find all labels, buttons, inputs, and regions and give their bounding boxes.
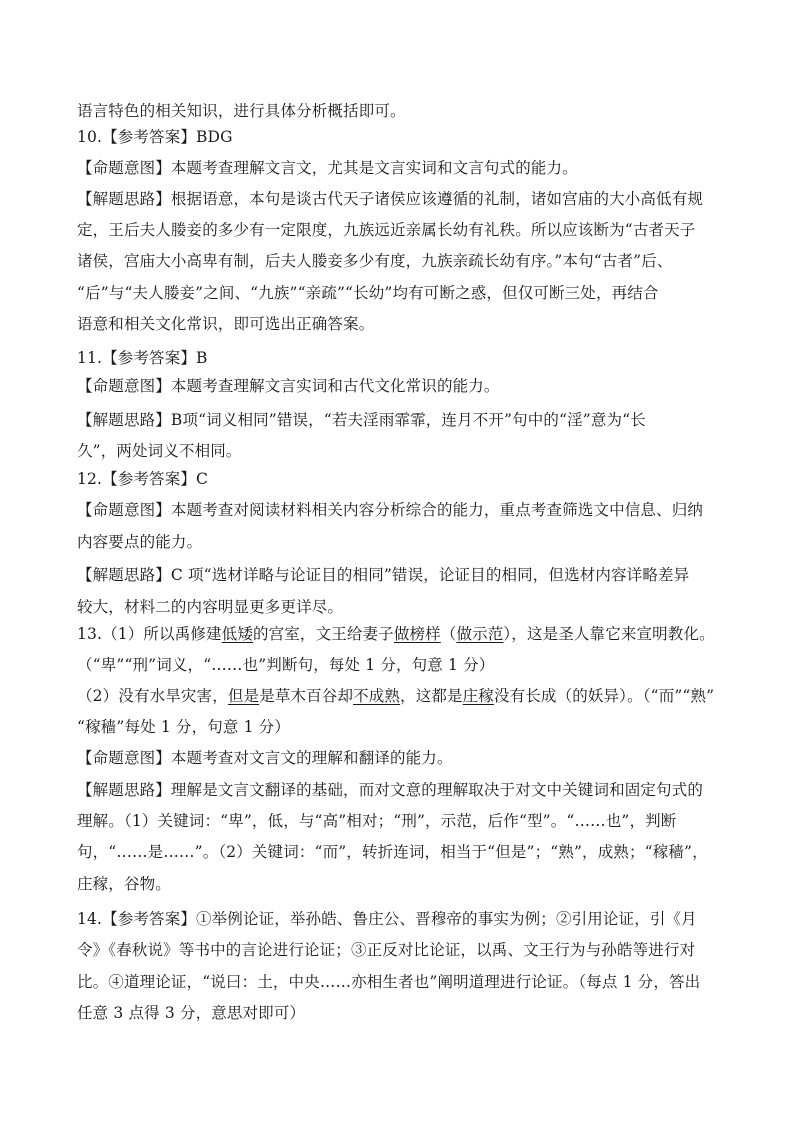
text-line: 语言特色的相关知识，进行具体分析概括即可。: [77, 102, 406, 120]
text-line: 【解题思路】C 项“选材详略与论证目的相同”错误，论证目的相同，但选材内容详略差异: [77, 566, 690, 584]
underlined-keyword: 庄稼: [462, 687, 494, 705]
text-segment: 的宫室，文王给妻子: [252, 625, 394, 643]
text-line: “稼穑”每处 1 分，句意 1 分）: [77, 718, 290, 736]
text-line: “后”与“夫人媵妾”之间、“九族”“亲疏”“长幼”均有可断之惑，但仅可断三处，再结合: [77, 284, 659, 302]
text-line: 理解。（1）关键词：“卑”，低，与“高”相对；“刑”，示范，后作“型”。“……也”，判断: [77, 812, 677, 830]
text-segment: （2）没有水旱灾害，: [77, 687, 228, 705]
text-line: 【解题思路】理解是文言文翻译的基础，而对文意的理解取决于对文中关键词和固定句式的: [77, 781, 704, 799]
text-segment: ），这是圣人靠它来宣明教化。: [503, 625, 715, 643]
text-segment: 13.（1）所以禹修建: [77, 625, 222, 643]
text-line: 较大，材料二的内容明显更多更详尽。: [77, 598, 344, 616]
text-line: 庄稼，谷物。: [77, 875, 171, 893]
text-line: 【命题意图】本题考查理解文言实词和古代文化常识的能力。: [77, 377, 500, 395]
text-line: 诸侯，宫庙大小高卑有制，后夫人媵妾多少有度，九族亲疏长幼有序。”本句“古者”后、: [77, 252, 673, 270]
underlined-keyword: 但是: [227, 687, 260, 705]
text-segment: 是草木百谷却: [259, 687, 354, 705]
text-line: 任意 3 点得 3 分，意思对即可）: [77, 1004, 306, 1022]
text-line: 令》《春秋说》等书中的言论进行论证；③正反对比论证，以禹、文王行为与孙皓等进行对: [77, 941, 696, 959]
answer-13-part-1: [77, 624, 715, 644]
underlined-keyword: 低矮: [221, 625, 253, 643]
text-line: 【解题思路】B项“词义相同”错误，“若夫淫雨霏霏，连月不开”句中的“淫”意为“长: [77, 411, 646, 429]
underlined-keyword: 做示范: [456, 625, 504, 643]
text-line: 语意和相关文化常识，即可选出正确答案。: [77, 315, 375, 333]
text-line: 句，“……是……”。（2）关键词：“而”，转折连词，相当于“但是”；“熟”，成熟；“稼穑”，: [77, 843, 708, 861]
text-line: 【命题意图】本题考查对文言文的理解和翻译的能力。: [77, 749, 453, 767]
answer-11: 11.【参考答案】B: [77, 349, 208, 367]
text-line: 【命题意图】本题考查理解文言文，尤其是文言实词和文言句式的能力。: [77, 159, 578, 177]
text-line: 【解题思路】根据语意，本句是谈古代天子诸侯应该遵循的礼制，诸如宫庙的大小高低有规: [77, 190, 704, 208]
text-line: 比。④道理论证，“说曰：土，中央……亦相生者也”阐明道理进行论证。（每点 1 分，答出: [77, 973, 701, 991]
answer-13-part-2: [77, 686, 714, 706]
text-line: （“卑”“刑”词义，“……也”判断句，每处 1 分，句意 1 分）: [77, 656, 495, 674]
underlined-keyword: 做榜样: [393, 625, 441, 643]
text-line: 【命题意图】本题考查对阅读材料相关内容分析综合的能力，重点考查筛选文中信息、归纳: [77, 501, 704, 519]
answer-14: 14.【参考答案】①举例论证，举孙皓、鲁庄公、晋穆帝的事实为例；②引用论证，引《月: [77, 910, 697, 928]
text-segment: 没有长成（的妖异）。（“而”“熟”: [493, 687, 715, 705]
text-segment: （: [440, 625, 457, 643]
text-line: 久”，两处词义不相同。: [77, 442, 242, 460]
text-line: 内容要点的能力。: [77, 533, 203, 551]
answer-10: 10.【参考答案】BDG: [77, 128, 233, 146]
text-segment: ，这都是: [400, 687, 463, 705]
answer-12: 12.【参考答案】C: [77, 470, 209, 488]
underlined-keyword: 不成熟: [353, 687, 401, 705]
text-line: 定，王后夫人媵妾的多少有一定限度，九族远近亲属长幼有礼秩。所以应该断为“古者天子: [77, 221, 696, 239]
